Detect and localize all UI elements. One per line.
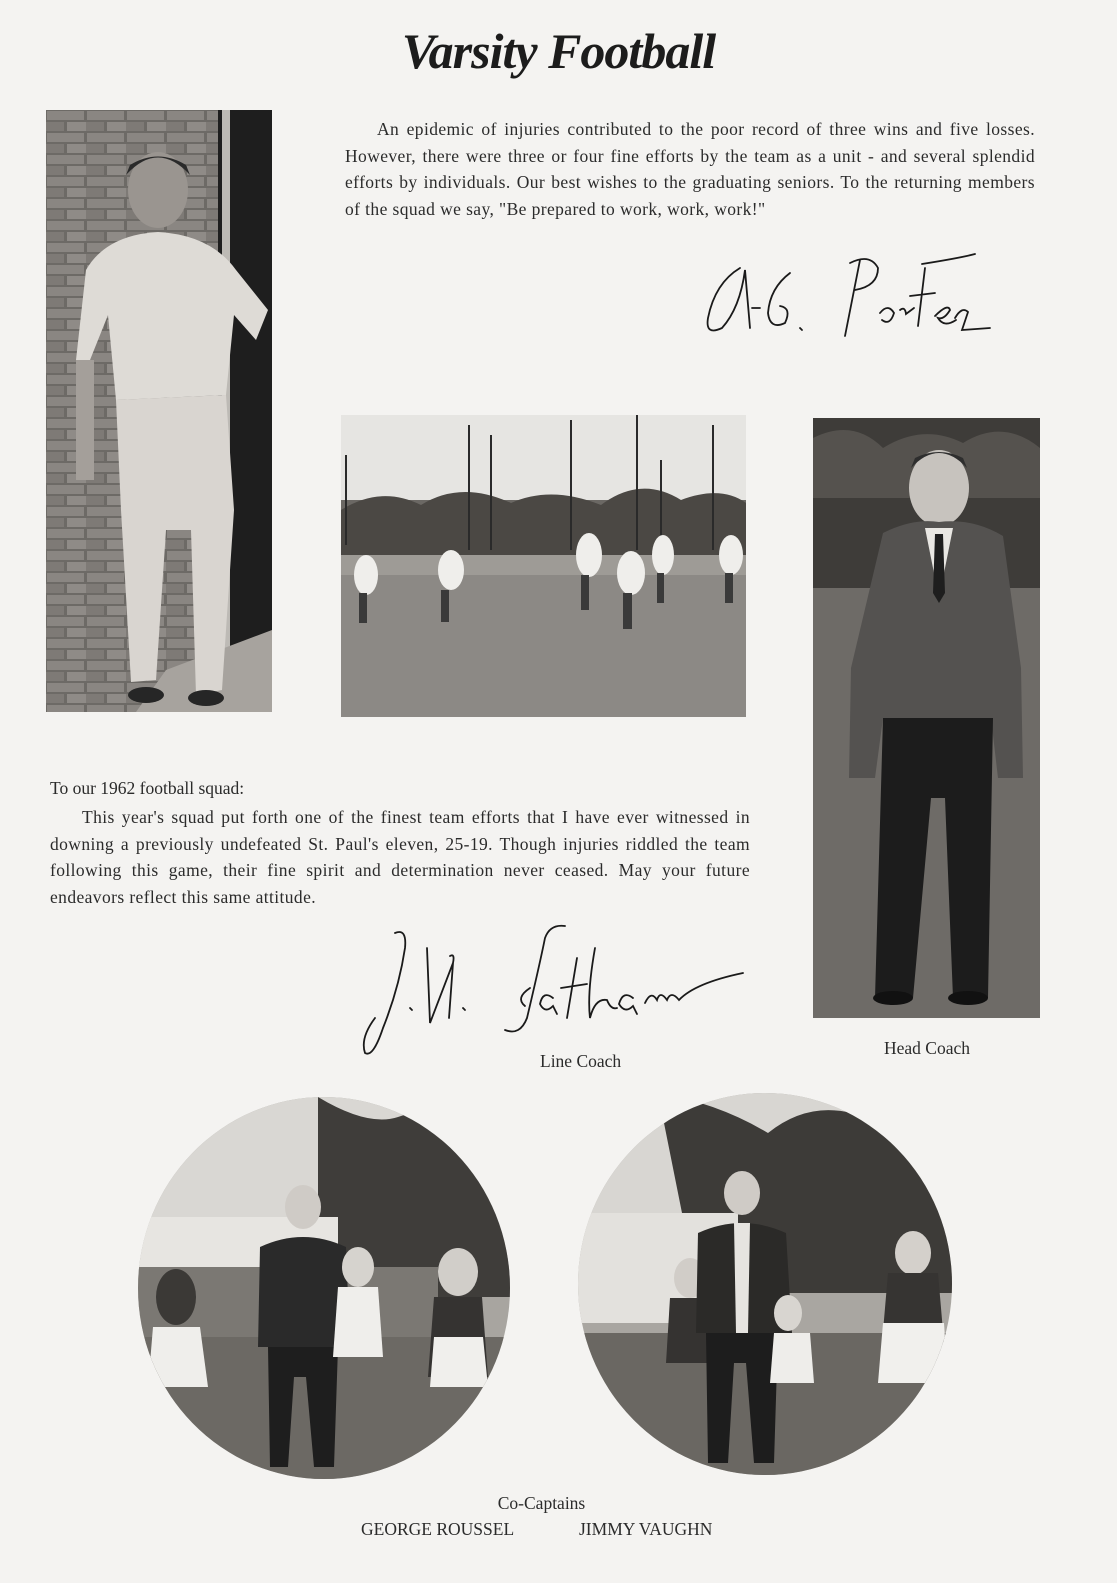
porter-letter: An epidemic of injuries contributed to the poor record of three wins and five losses. However, there were three or four fine efforts by the team as a unit - and several splendid efforts by individuals. Our best wishes to the graduating seniors. To the returning members of the squad we say, "Be prepared to work, work, work!" — [345, 119, 1035, 219]
captain-right-name: JIMMY VAUGHN — [579, 1519, 713, 1539]
latham-salutation: To our 1962 football squad: — [50, 778, 245, 798]
photo-head-coach — [813, 418, 1040, 1018]
photo-captain-vaughn — [578, 1093, 952, 1475]
photo-captain-roussel — [138, 1097, 510, 1479]
line-coach-caption: Line Coach — [540, 1051, 622, 1071]
page-title: Varsity Football — [401, 23, 716, 79]
head-coach-caption: Head Coach — [884, 1038, 971, 1058]
latham-letter: This year's squad put forth one of the finest team efforts that I have ever witnessed in downing a previously undefeated St. Paul's eleven, 25-19. Though injuries riddled the team following this game, their fine spirit and determination never ceased. May your future endeavors reflect this same attitude. — [50, 807, 750, 907]
latham-signature — [355, 918, 755, 1066]
porter-signature — [700, 248, 1000, 343]
photo-practice — [341, 415, 746, 717]
photo-line-coach — [46, 110, 272, 712]
cocaptains-caption: Co-Captains — [497, 1493, 586, 1513]
captain-left-name: GEORGE ROUSSEL — [361, 1519, 515, 1539]
